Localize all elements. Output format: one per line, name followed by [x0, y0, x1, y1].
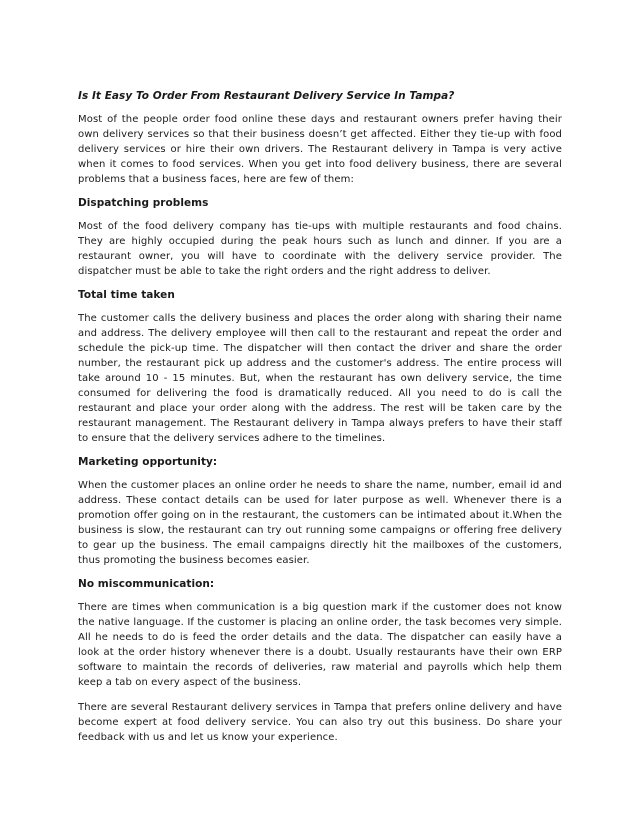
closing-paragraph: There are several Restaurant delivery services in Tampa that prefers online delivery and have become expert at food delivery service. You can also try out this business. Do share your feedback with us and let us know your experience.: [78, 702, 562, 743]
intro-paragraph: Most of the people order food online these days and restaurant owners prefer having their own delivery services so that their business doesn’t get affected. Either they tie-up with food delivery services or hire their own drivers. The Restaurant delivery in Tampa is very active when it comes to food services. When you get into food delivery business, there are several problems that a business faces, here are few of them:: [78, 114, 562, 185]
document-page: [78, 90, 562, 755]
section-body-dispatching: Most of the food delivery company has tie-ups with multiple restaurants and food chains. They are highly occupied during the peak hours such as lunch and dinner. If you are a restaurant owner, you will have to coordinate with the delivery service provider. The dispatcher must be able to take the right orders and the right address to deliver.: [78, 221, 562, 277]
section-heading-dispatching: Dispatching problems: [78, 197, 209, 209]
section-heading-miscommunication: No miscommunication:: [78, 578, 215, 590]
section-heading-total-time: Total time taken: [78, 289, 175, 301]
section-body-marketing: When the customer places an online order he needs to share the name, number, email id and address. These contact details can be used for later purpose as well. Whenever there is a promotion offer going on in the restaurant, the customers can be intimated about it.When the business is slow, the restaurant can try out running some campaigns or offering free delivery to gear up the business. The email campaigns directly hit the mailboxes of the customers, thus promoting the business becomes easier.: [78, 480, 562, 566]
section-body-total-time: The customer calls the delivery business and places the order along with sharing their name and address. The delivery employee will then call to the restaurant and repeat the order and schedule the pick-up time. The dispatcher will then contact the driver and share the order number, the restaurant pick up address and the customer's address. The entire process will take around 10 - 15 minutes. But, when the restaurant has own delivery service, the time consumed for delivering the food is dramatically reduced. All you need to do is call the restaurant and place your order along with the address. The rest will be taken care by the restaurant management. The Restaurant delivery in Tampa always prefers to have their staff to ensure that the delivery services adhere to the timelines.: [78, 313, 562, 444]
section-body-miscommunication: There are times when communication is a big question mark if the customer does not know the native language. If the customer is placing an online order, the task becomes very simple. All he needs to do is feed the order details and the data. The dispatcher can easily have a look at the order history whenever there is a doubt. Usually restaurants have their own ERP software to maintain the records of deliveries, raw material and payrolls which help them keep a tab on every aspect of the business.: [78, 602, 562, 688]
document-title: Is It Easy To Order From Restaurant Delivery Service In Tampa?: [78, 90, 455, 102]
section-heading-marketing: Marketing opportunity:: [78, 456, 218, 468]
